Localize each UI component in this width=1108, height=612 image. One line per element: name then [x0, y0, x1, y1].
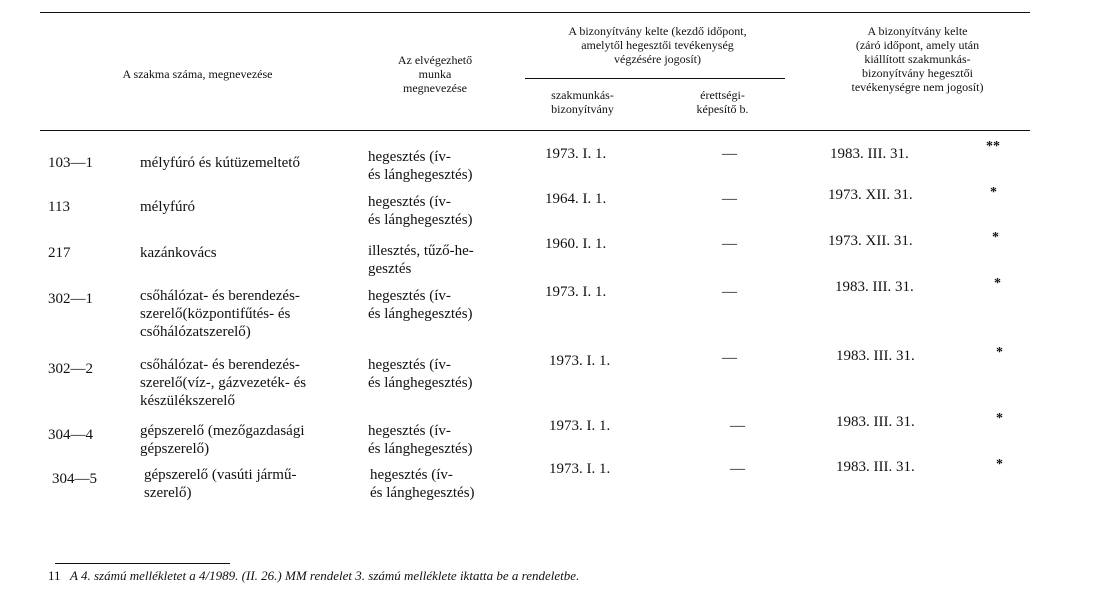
row-work: hegesztés (ív- és lánghegesztés) [368, 423, 473, 457]
footnote-text: A 4. számú mellékletet a 4/1989. (II. 26.) MM rendelet 3. számú melléklete iktatta be a rendeletbe. [70, 568, 580, 583]
row-work: hegesztés (ív- és lánghegesztés) [368, 149, 473, 183]
row-end-date: 1983. III. 31. [830, 146, 909, 162]
row-footnote-mark: * [996, 345, 1003, 360]
row-matura-date: — [730, 461, 745, 477]
header-bottom-rule [40, 130, 1030, 131]
row-certificate-date: 1973. I. 1. [549, 353, 611, 369]
row-matura-date: — [722, 236, 737, 252]
row-number: 113 [48, 199, 70, 215]
row-certificate-date: 1973. I. 1. [545, 284, 607, 300]
row-work: hegesztés (ív- és lánghegesztés) [368, 357, 473, 391]
row-footnote-mark: * [994, 276, 1001, 291]
row-matura-date: — [722, 146, 737, 162]
header-profession: A szakma száma, megnevezése [122, 67, 273, 81]
footnote [48, 568, 579, 584]
row-end-date: 1983. III. 31. [836, 459, 915, 475]
header-certificate: szakmunkás- bizonyítvány [551, 88, 614, 116]
header-work: Az elvégezhető munka megnevezése [397, 53, 473, 95]
row-end-date: 1973. XII. 31. [828, 187, 913, 203]
row-footnote-mark: * [996, 457, 1003, 472]
row-end-date: 1983. III. 31. [835, 279, 914, 295]
header-start-date: A bizonyítvány kelte (kezdő időpont, amelytől hegesztői tevékenység végzésére jogosít) [568, 24, 747, 66]
footnote-rule [55, 563, 230, 564]
table-top-rule [40, 12, 1030, 13]
row-work: hegesztés (ív- és lánghegesztés) [370, 467, 475, 501]
row-footnote-mark: * [990, 185, 997, 200]
row-matura-date: — [730, 418, 745, 434]
header-matura: érettségi- képesítő b. [696, 88, 749, 116]
row-end-date: 1973. XII. 31. [828, 233, 913, 249]
subheader-rule [525, 78, 785, 79]
row-work: illesztés, tűző-he- gesztés [368, 243, 474, 277]
row-number: 302—1 [48, 291, 93, 307]
row-profession: mélyfúró [140, 199, 195, 215]
row-certificate-date: 1960. I. 1. [545, 236, 607, 252]
row-matura-date: — [722, 284, 737, 300]
row-work: hegesztés (ív- és lánghegesztés) [368, 194, 473, 228]
row-profession: gépszerelő (mezőgazdasági gépszerelő) [140, 423, 305, 457]
footnote-number: 11 [48, 568, 61, 583]
row-end-date: 1983. III. 31. [836, 414, 915, 430]
row-number: 304—4 [48, 427, 93, 443]
row-footnote-mark: * [996, 411, 1003, 426]
row-profession: csőhálózat- és berendezés- szerelő(víz-, gázvezeték- és készülékszerelő [140, 357, 307, 409]
row-profession: mélyfúró és kútüzemeltető [140, 155, 300, 171]
row-footnote-mark: ** [986, 139, 1000, 154]
row-number: 103—1 [48, 155, 93, 171]
row-profession: kazánkovács [140, 245, 217, 261]
row-number: 217 [48, 245, 71, 261]
header-end-date: A bizonyítvány kelte (záró időpont, amely után kiállított szakmunkás- bizonyítvány hegesztői tevékenységre nem jogosít) [851, 24, 984, 94]
row-matura-date: — [722, 350, 737, 366]
row-profession: csőhálózat- és berendezés- szerelő(központifűtés- és csőhálózatszerelő) [140, 288, 300, 340]
row-certificate-date: 1973. I. 1. [549, 461, 611, 477]
row-number: 304—5 [52, 471, 97, 487]
row-profession: gépszerelő (vasúti jármű- szerelő) [144, 467, 297, 501]
row-matura-date: — [722, 191, 737, 207]
row-work: hegesztés (ív- és lánghegesztés) [368, 288, 473, 322]
row-end-date: 1983. III. 31. [836, 348, 915, 364]
row-number: 302—2 [48, 361, 93, 377]
row-certificate-date: 1964. I. 1. [545, 191, 607, 207]
row-footnote-mark: * [992, 230, 999, 245]
row-certificate-date: 1973. I. 1. [545, 146, 607, 162]
row-certificate-date: 1973. I. 1. [549, 418, 611, 434]
